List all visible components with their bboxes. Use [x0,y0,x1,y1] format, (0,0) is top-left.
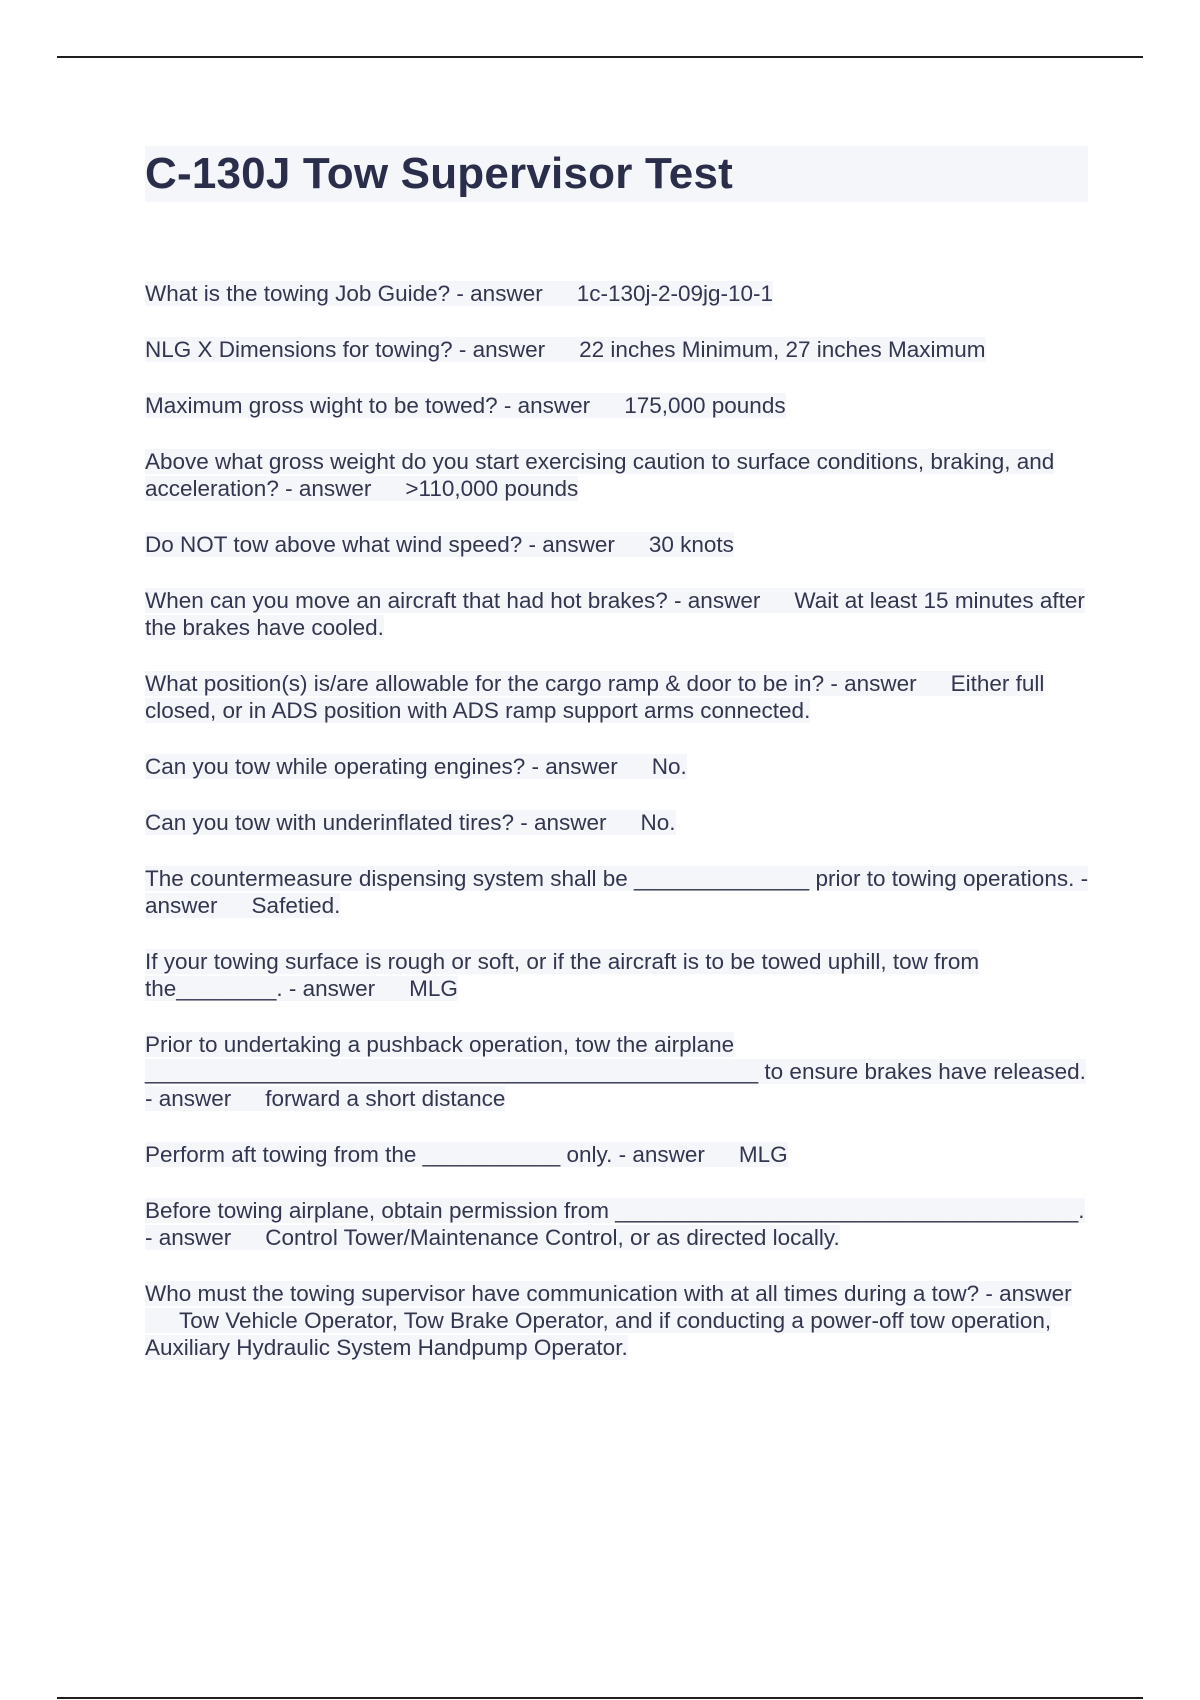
question-text: The countermeasure dispensing system shall be ______________ prior to towing operations. - answer [145,866,1089,918]
answer-text: No. [651,754,687,779]
answer-text: Either full closed, or in ADS position with ADS ramp support arms connected. [145,671,1045,723]
question-text: Maximum gross wight to be towed? - answer [145,393,591,418]
qa-list [145,280,1090,1361]
top-rule [57,56,1143,58]
question-text: If your towing surface is rough or soft, or if the aircraft is to be towed uphill, tow from the________. - answer [145,949,980,1001]
qa-item [145,865,1090,919]
qa-item [145,670,1090,724]
answer-text: MLG [409,976,458,1001]
answer-text: >110,000 pounds [405,476,579,501]
answer-text: Wait at least 15 minutes after the brakes have cooled. [145,588,1085,640]
qa-item [145,392,1090,419]
answer-text: 1c-130j-2-09jg-10-1 [576,281,774,306]
question-text: When can you move an aircraft that had hot brakes? - answer [145,588,761,613]
qa-item [145,448,1090,502]
qa-item [145,809,1090,836]
bottom-rule [57,1697,1143,1699]
question-text: Above what gross weight do you start exercising caution to surface conditions, braking, and acceleration? - answer [145,449,1055,501]
qa-item [145,1197,1090,1251]
question-text: Can you tow while operating engines? - answer [145,754,618,779]
question-text: Can you tow with underinflated tires? - answer [145,810,607,835]
answer-text: 30 knots [648,532,734,557]
question-text: What is the towing Job Guide? - answer [145,281,543,306]
qa-item [145,1031,1090,1112]
qa-item [145,336,1090,363]
title-block [145,146,1088,202]
qa-item [145,1280,1090,1361]
question-text: NLG X Dimensions for towing? - answer [145,337,546,362]
question-text: Prior to undertaking a pushback operation, tow the airplane _________________________________________________ to ensure brakes have released. - answer [145,1032,1086,1111]
answer-text: Safetied. [251,893,341,918]
answer-text: 175,000 pounds [624,393,786,418]
question-text: What position(s) is/are allowable for the cargo ramp & door to be in? - answer [145,671,917,696]
page-title: C-130J Tow Supervisor Test [145,149,733,198]
qa-item [145,531,1090,558]
answer-text: Control Tower/Maintenance Control, or as directed locally. [265,1225,840,1250]
answer-text: MLG [738,1142,788,1167]
qa-item [145,280,1090,307]
answer-text: Tow Vehicle Operator, Tow Brake Operator, and if conducting a power-off tow operation, Auxiliary Hydraulic System Handpump Operator. [145,1308,1052,1360]
qa-item [145,587,1090,641]
qa-item [145,948,1090,1002]
qa-item [145,753,1090,780]
answer-text: No. [640,810,676,835]
qa-item [145,1141,1090,1168]
question-text: Do NOT tow above what wind speed? - answer [145,532,615,557]
question-text: Before towing airplane, obtain permission from _____________________________________. - answer [145,1198,1085,1250]
question-text: Perform aft towing from the ___________ only. - answer [145,1142,705,1167]
answer-text: 22 inches Minimum, 27 inches Maximum [579,337,986,362]
document-body [145,146,1090,1390]
answer-text: forward a short distance [265,1086,506,1111]
question-text: Who must the towing supervisor have communication with at all times during a tow? - answer [145,1281,1072,1306]
